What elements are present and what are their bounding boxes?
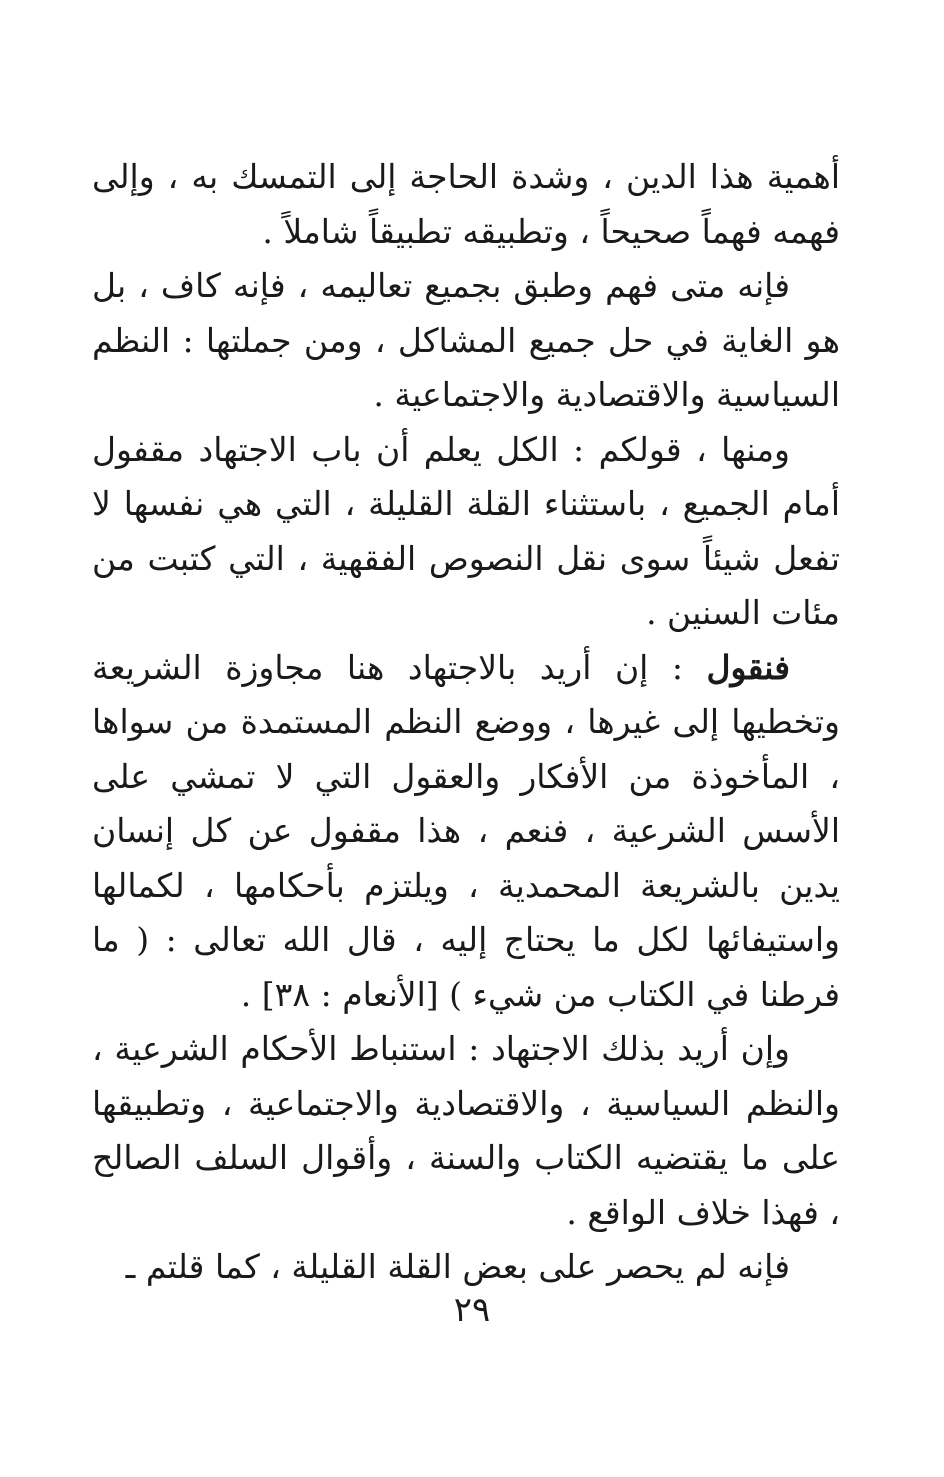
paragraph-3 <box>92 423 840 641</box>
paragraph-1-text: أهمية هذا الدين ، وشدة الحاجة إلى التمسك به ، وإلى فهمه فهماً صحيحاً ، وتطبيقه تطبيقاً شاملاً . <box>92 157 840 251</box>
paragraph-5 <box>92 1022 840 1240</box>
paragraph-4-text: : إن أريد بالاجتهاد هنا مجاوزة الشريعة وتخطيها إلى غيرها ، ووضع النظم المستمدة من سواها ، المأخوذة من الأفكار والعقول التي لا تمشي على الأسس الشرعية ، فنعم ، هذا مقفول عن كل إنسان يدين بالشريعة المحمدية ، ويلتزم بأحكامها ، لكمالها واستيفائها لكل ما يحتاج إليه ، قال الله تعالى : ( ما فرطنا في الكتاب من شيء ) [الأنعام : ٣٨] . <box>92 647 840 1014</box>
paragraph-1 <box>92 150 840 259</box>
page-number: ٢٩ <box>453 1290 491 1330</box>
paragraph-4 <box>92 641 840 1023</box>
paragraph-2-text: فإنه متى فهم وطبق بجميع تعاليمه ، فإنه كاف ، بل هو الغاية في حل جميع المشاكل ، ومن جملتها : النظم السياسية والاقتصادية والاجتماعية . <box>92 266 840 414</box>
paragraph-3-text: ومنها ، قولكم : الكل يعلم أن باب الاجتهاد مقفول أمام الجميع ، باستثناء القلة القليلة ، التي هي نفسها لا تفعل شيئاً سوى نقل النصوص الفقهية ، التي كتبت من مئات السنين . <box>92 429 840 632</box>
paragraph-2 <box>92 259 840 423</box>
body-text <box>92 150 840 1295</box>
paragraph-4-lead: فنقول <box>706 647 790 687</box>
paragraph-5-text: وإن أريد بذلك الاجتهاد : استنباط الأحكام الشرعية ، والنظم السياسية ، والاقتصادية والاجتماعية ، وتطبيقها على ما يقتضيه الكتاب والسنة ، وأقوال السلف الصالح ، فهذا خلاف الواقع . <box>92 1029 840 1232</box>
paragraph-6-text: فإنه لم يحصر على بعض القلة القليلة ، كما قلتم ـ <box>125 1247 790 1286</box>
paragraph-6 <box>92 1240 840 1295</box>
